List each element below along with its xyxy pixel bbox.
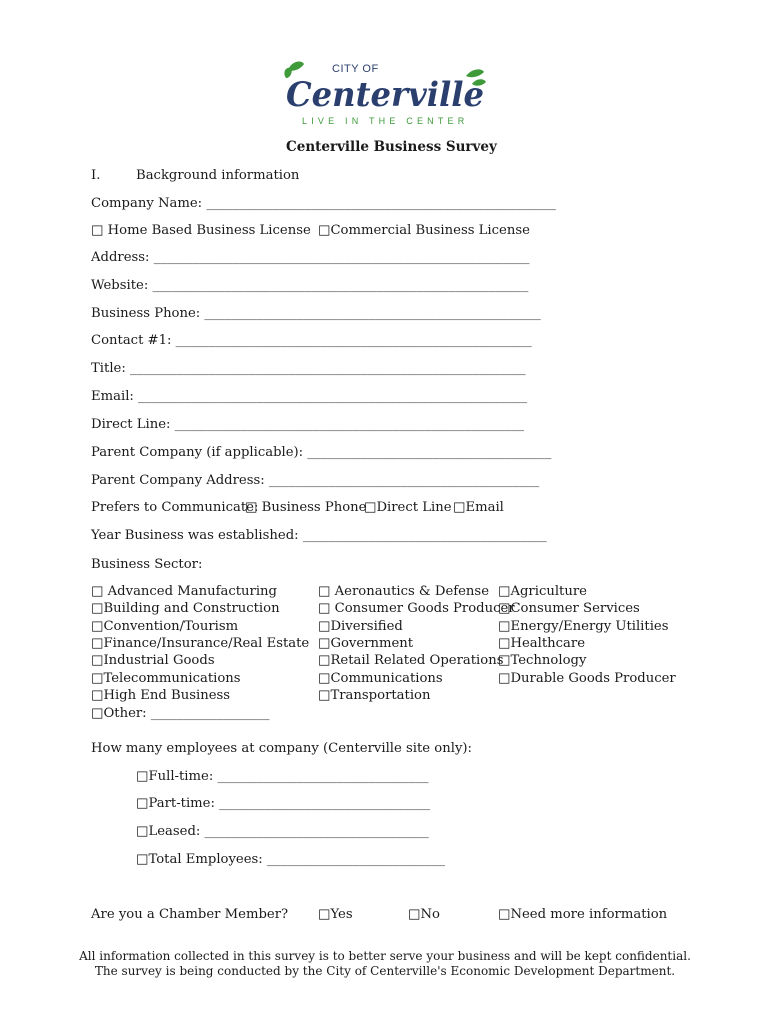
direct-line-field[interactable]: Direct Line: _____________________________________________________	[91, 417, 525, 432]
footer-line-1: All information collected in this survey is to better serve your business and will be kept confidential.	[79, 949, 691, 963]
website-field[interactable]: Website: _________________________________________________________	[91, 278, 529, 293]
sector-option[interactable]: □Government	[318, 636, 414, 651]
logo-graphic	[280, 56, 490, 130]
chamber-more-info-checkbox[interactable]: □Need more information	[498, 907, 668, 922]
part-time-field[interactable]: □Part-time: ________________________________	[136, 796, 431, 811]
footer-line-2: The survey is being conducted by the City of Centerville's Economic Development Department.	[94, 964, 676, 978]
sector-option[interactable]: □Energy/Energy Utilities	[498, 619, 669, 634]
sector-option[interactable]: □ Advanced Manufacturing	[91, 584, 277, 599]
sector-option[interactable]: □ Consumer Goods Producer	[318, 601, 515, 616]
total-employees-field[interactable]: □Total Employees: ___________________________	[136, 852, 445, 867]
prefers-direct-checkbox[interactable]: □Direct Line	[364, 500, 452, 515]
sector-option[interactable]: □Transportation	[318, 688, 431, 703]
sector-option[interactable]: □Retail Related Operations	[318, 653, 504, 668]
sector-option[interactable]: □Convention/Tourism	[91, 619, 239, 634]
email-field[interactable]: Email: ___________________________________________________________	[91, 389, 528, 404]
logo-city-of: CITY OF	[332, 63, 379, 75]
sector-option[interactable]: □Diversified	[318, 619, 403, 634]
year-established-field[interactable]: Year Business was established: _____________________________________	[91, 528, 547, 543]
parent-company-field[interactable]: Parent Company (if applicable): _____________________________________	[91, 445, 552, 460]
sector-option[interactable]: □Finance/Insurance/Real Estate	[91, 636, 310, 651]
commercial-license-checkbox[interactable]: □Commercial Business License	[318, 223, 530, 238]
chamber-yes-checkbox[interactable]: □Yes	[318, 907, 353, 922]
parent-address-field[interactable]: Parent Company Address: _________________________________________	[91, 473, 540, 488]
sector-option[interactable]: □Building and Construction	[91, 601, 280, 616]
section-heading: Background information	[136, 168, 300, 183]
leased-field[interactable]: □Leased: __________________________________	[136, 824, 429, 839]
logo-tagline: LIVE IN THE CENTER	[302, 116, 469, 126]
address-field[interactable]: Address: _________________________________________________________	[91, 250, 530, 265]
sector-option[interactable]: □Telecommunications	[91, 671, 241, 686]
sector-option[interactable]: □Agriculture	[498, 584, 587, 599]
prefers-label: Prefers to Communicate:	[91, 500, 259, 515]
page-title: Centerville Business Survey	[286, 139, 497, 155]
sector-option[interactable]: □Technology	[498, 653, 587, 668]
full-time-field[interactable]: □Full-time: ________________________________	[136, 769, 429, 784]
sector-other-field[interactable]: □Other: __________________	[91, 706, 270, 721]
section-number: I.	[91, 168, 101, 183]
prefers-phone-checkbox[interactable]: □ Business Phone	[245, 500, 367, 515]
prefers-email-checkbox[interactable]: □Email	[453, 500, 504, 515]
sector-option[interactable]: □Durable Goods Producer	[498, 671, 676, 686]
title-field[interactable]: Title: ____________________________________________________________	[91, 361, 526, 376]
logo-wordmark: Centerville	[286, 75, 484, 115]
sector-option[interactable]: □High End Business	[91, 688, 231, 703]
sector-option[interactable]: □Healthcare	[498, 636, 585, 651]
chamber-question: Are you a Chamber Member?	[91, 907, 289, 922]
sector-option[interactable]: □Communications	[318, 671, 443, 686]
sector-option[interactable]: □Industrial Goods	[91, 653, 215, 668]
business-phone-field[interactable]: Business Phone: ___________________________________________________	[91, 306, 541, 321]
chamber-no-checkbox[interactable]: □No	[408, 907, 440, 922]
employees-question: How many employees at company (Centerville site only):	[91, 741, 472, 756]
sector-label: Business Sector:	[91, 557, 203, 572]
company-name-field[interactable]: Company Name: _____________________________________________________	[91, 196, 556, 211]
centerville-logo	[280, 56, 490, 130]
home-based-license-checkbox[interactable]: □ Home Based Business License	[91, 223, 311, 238]
sector-option[interactable]: □ Aeronautics & Defense	[318, 584, 489, 599]
contact-field[interactable]: Contact #1: ______________________________________________________	[91, 333, 532, 348]
sector-option[interactable]: □Consumer Services	[498, 601, 640, 616]
